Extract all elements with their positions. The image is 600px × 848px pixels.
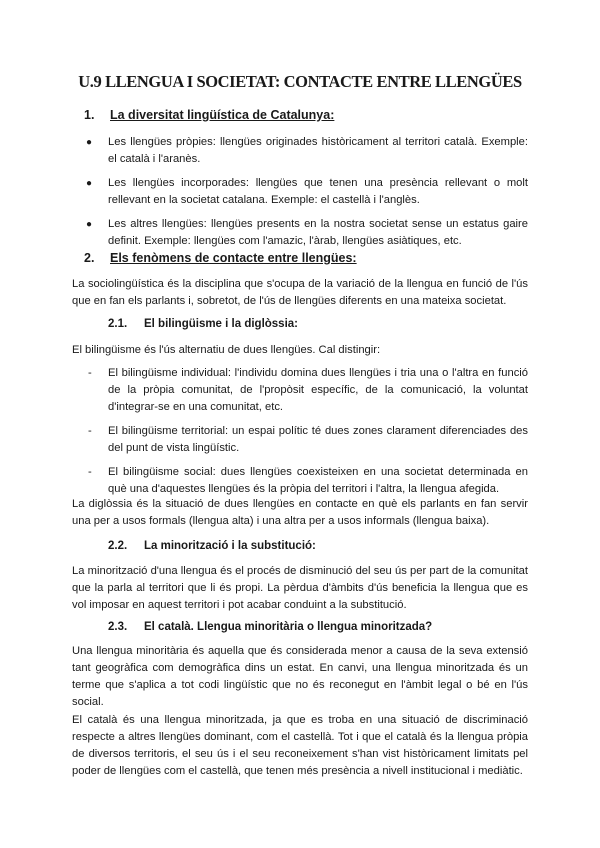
bilingualism-list <box>84 365 528 505</box>
dash-marker: - <box>88 367 92 379</box>
section-2-number: 2. <box>84 251 95 265</box>
catalan-minoritized-paragraph: El català és una llengua minoritzada, ja que es troba en una situació de discriminació respecte a altres llengües dominant, com el castellà. Tot i que el català és la llengua pròpia de diversos territoris, el seu ús i el seu reconeixement s'han vist històricament limitats pel poder de llengües com el castellà, que tenen més presència a nivell institucional i mediàtic. <box>72 714 528 777</box>
list-item: ● Les altres llengües: llengües presents en la nostra societat sense un estatus gaire definit. Exemple: llengües com l'amazic, l'àrab, llengües asiàtiques, etc. <box>86 218 528 247</box>
document-page: U.9 LLENGUA I SOCIETAT: CONTACTE ENTRE LLENGÜES 1. La diversitat lingüística de Catalunya: ● Les llengües pròpies: llengües originades històricament al territori català. Exemple: el català i l'aranès. ● Les llengües incorporades: llengües que tenen una presència rellevant o molt rellevant en la societat catalana. Exemple: el castellà i l'anglès. ● Les altres llengües: llengües presents en la nostra societat sense un estatus gaire definit. Exemple: llengües com l'amazic, l'àrab, llengües asiàtiques, etc. 2. Els fenòmens de contacte entre llengües: La sociolingüística és la disciplina que s'ocupa de la variació de la llengua en funció de l'ús que en fan els parlants i, sobretot, de l'ús de llengües diferents en una mateixa societat. 2.1. El bilingüisme i la diglòssia: El bilingüisme és l'ús alternatiu de dues llengües. Cal distingir: - El bilingüisme individual: l'individu domina dues llengües i tria una o l'altra en funció de la pròpia comunitat, de l'propòsit específic, de la comunicació, la voluntat d'integrar-se en una comunitat, etc. - El bilingüisme territorial: un espai polític té dues zones clarament diferenciades des del punt de vista lingüístic. - El bilingüisme social: dues llengües coexisteixen en una societat determinada en què una d'aquestes llengües és la pròpia del territori i l'altra, la llengua afegida. La diglòssia és la situació de dues llengües en contacte en què els parlants en fan servir una per a usos formals (llengua alta) i una altra per a usos informals (llengua baixa). 2.2. La minorització i la substitució: La minorització d'una llengua és el procés de disminució del seu ús per part de la comunitat que la parla al territori que li és propi. La pèrdua d'àmbits d'ús beneficia la llengua que es vol imposar en aquest territori i pot acabar conduint a la substitució. 2.3. El català. Llengua minoritària o llengua minoritzada? Una llengua minoritària és aquella que és considerada menor a causa de la seva extensió tant geogràfica com demogràfica dins un estat. En canvi, una llengua minoritzada és un terme que s'aplica a tot codi lingüístic que no és reconegut en l'àmbit legal o bé en l'ús social. El català és una llengua minoritzada, ja que es troba en una situació de discriminació respecte a altres llengües dominant, com el castellà. Tot i que el català és la llengua pròpia de diversos territoris, el seu ús i el seu reconeixement s'han vist històricament limitats pel poder de llengües com el castellà, que tenen més presència a nivell institucional i mediàtic. <box>0 0 600 848</box>
bullet-icon: ● <box>86 219 93 230</box>
list-item: ● Les llengües pròpies: llengües originades històricament al territori català. Exemple: el català i l'aranès. <box>86 136 528 165</box>
bullet-icon: ● <box>86 137 93 148</box>
section-1-title: La diversitat lingüística de Catalunya: <box>110 108 335 122</box>
section-2-title: Els fenòmens de contacte entre llengües: <box>110 251 357 265</box>
list-item: - El bilingüisme social: dues llengües coexisteixen en una societat determinada en què una d'aquestes llengües és la pròpia del territori i l'altra, la llengua afegida. <box>88 466 528 495</box>
diglossia-paragraph: La diglòssia és la situació de dues llengües en contacte en què els parlants en fan servir una per a usos formals (llengua alta) i una altra per a usos informals (llengua baixa). <box>72 498 528 527</box>
bilingualism-intro: El bilingüisme és l'ús alternatiu de dues llengües. Cal distingir: <box>72 344 381 356</box>
sociolinguistics-paragraph: La sociolingüística és la disciplina que s'ocupa de la variació de la llengua en funció de l'ús que en fan els parlants i, sobretot, de l'ús de llengües diferents en una mateixa societat. <box>72 278 528 307</box>
dash-marker: - <box>88 466 92 478</box>
bullet-icon: ● <box>86 178 93 189</box>
dash-marker: - <box>88 425 92 437</box>
list-item: - El bilingüisme territorial: un espai polític té dues zones clarament diferenciades des del punt de vista lingüístic. <box>88 425 528 454</box>
list-item: ● Les llengües incorporades: llengües que tenen una presència rellevant o molt rellevant en la societat catalana. Exemple: el castellà i l'anglès. <box>86 177 528 206</box>
minority-language-paragraph: Una llengua minoritària és aquella que és considerada menor a causa de la seva extensió tant geogràfica com demogràfica dins un estat. En canvi, una llengua minoritzada és un terme que s'aplica a tot codi lingüístic que no és reconegut en l'àmbit legal o bé en l'ús social. <box>72 645 528 708</box>
languages-list <box>84 134 528 257</box>
minoritization-paragraph: La minorització d'una llengua és el procés de disminució del seu ús per part de la comunitat que la parla al territori que li és propi. La pèrdua d'àmbits d'ús beneficia la llengua que es vol imposar en aquest territori i pot acabar conduint a la substitució. <box>72 565 528 611</box>
section-1-number: 1. <box>84 108 95 122</box>
list-item: - El bilingüisme individual: l'individu domina dues llengües i tria una o l'altra en funció de la pròpia comunitat, de l'propòsit específic, de la comunicació, la voluntat d'integrar-se en una comunitat, etc. <box>88 367 528 413</box>
page-title: U.9 LLENGUA I SOCIETAT: CONTACTE ENTRE LLENGÜES <box>78 72 522 91</box>
